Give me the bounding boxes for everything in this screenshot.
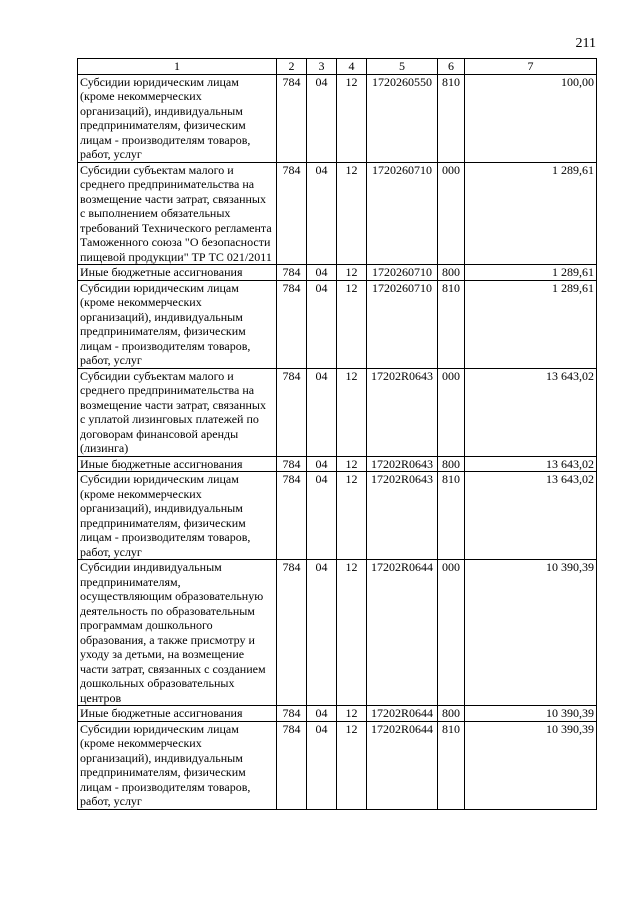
row-target-item-cell: 17202R0644 — [367, 721, 438, 809]
table-row — [78, 706, 597, 722]
row-subsection-cell: 12 — [337, 560, 367, 706]
table-body — [78, 74, 597, 809]
row-name-cell: Субсидии юридическим лицам (кроме некоммерческих организаций), индивидуальным предпринимателям, физическим лицам - производителям товаров, работ, услуг — [78, 280, 277, 368]
header-col-6: 6 — [438, 59, 465, 75]
table-row — [78, 74, 597, 162]
row-expense-type-cell: 800 — [438, 706, 465, 722]
row-section-cell: 04 — [307, 706, 337, 722]
row-name-cell: Субсидии юридическим лицам (кроме некоммерческих организаций), индивидуальным предпринимателям, физическим лицам - производителям товаров, работ, услуг — [78, 721, 277, 809]
row-name-cell: Субсидии субъектам малого и среднего предпринимательства на возмещение части затрат, связанных с уплатой лизинговых платежей по договорам финансовой аренды (лизинга) — [78, 368, 277, 456]
row-grbs-cell: 784 — [277, 560, 307, 706]
header-col-2: 2 — [277, 59, 307, 75]
row-amount-cell: 10 390,39 — [465, 706, 597, 722]
row-subsection-cell: 12 — [337, 368, 367, 456]
row-subsection-cell: 12 — [337, 472, 367, 560]
row-name-cell: Иные бюджетные ассигнования — [78, 706, 277, 722]
row-section-cell: 04 — [307, 265, 337, 281]
row-target-item-cell: 1720260710 — [367, 265, 438, 281]
row-amount-cell: 13 643,02 — [465, 456, 597, 472]
row-grbs-cell: 784 — [277, 280, 307, 368]
header-col-3: 3 — [307, 59, 337, 75]
page-number: 211 — [575, 36, 596, 51]
row-subsection-cell: 12 — [337, 280, 367, 368]
row-grbs-cell: 784 — [277, 456, 307, 472]
header-col-4: 4 — [337, 59, 367, 75]
header-col-1: 1 — [78, 59, 277, 75]
budget-table — [77, 58, 597, 810]
row-grbs-cell: 784 — [277, 74, 307, 162]
table-row — [78, 162, 597, 265]
row-expense-type-cell: 000 — [438, 368, 465, 456]
row-amount-cell: 13 643,02 — [465, 368, 597, 456]
header-col-5: 5 — [367, 59, 438, 75]
header-col-7: 7 — [465, 59, 597, 75]
row-amount-cell: 13 643,02 — [465, 472, 597, 560]
row-name-cell: Субсидии юридическим лицам (кроме некоммерческих организаций), индивидуальным предпринимателям, физическим лицам - производителям товаров, работ, услуг — [78, 74, 277, 162]
row-section-cell: 04 — [307, 456, 337, 472]
row-name-cell: Субсидии субъектам малого и среднего предпринимательства на возмещение части затрат, связанных с выполнением обязательных требований Технического регламента Таможенного союза "О безопасности пищевой продукции" ТР ТС 021/2011 — [78, 162, 277, 265]
row-grbs-cell: 784 — [277, 706, 307, 722]
table-row — [78, 280, 597, 368]
row-section-cell: 04 — [307, 472, 337, 560]
row-expense-type-cell: 810 — [438, 721, 465, 809]
row-amount-cell: 10 390,39 — [465, 721, 597, 809]
row-amount-cell: 100,00 — [465, 74, 597, 162]
row-subsection-cell: 12 — [337, 456, 367, 472]
row-expense-type-cell: 000 — [438, 162, 465, 265]
row-section-cell: 04 — [307, 560, 337, 706]
row-target-item-cell: 17202R0643 — [367, 368, 438, 456]
row-expense-type-cell: 810 — [438, 280, 465, 368]
row-section-cell: 04 — [307, 721, 337, 809]
row-expense-type-cell: 800 — [438, 456, 465, 472]
row-grbs-cell: 784 — [277, 368, 307, 456]
row-expense-type-cell: 810 — [438, 74, 465, 162]
row-section-cell: 04 — [307, 368, 337, 456]
row-target-item-cell: 17202R0644 — [367, 560, 438, 706]
row-name-cell: Иные бюджетные ассигнования — [78, 456, 277, 472]
row-subsection-cell: 12 — [337, 74, 367, 162]
table-header-row — [78, 59, 597, 75]
table-row — [78, 472, 597, 560]
row-section-cell: 04 — [307, 74, 337, 162]
row-grbs-cell: 784 — [277, 265, 307, 281]
row-grbs-cell: 784 — [277, 472, 307, 560]
row-amount-cell: 1 289,61 — [465, 162, 597, 265]
row-grbs-cell: 784 — [277, 721, 307, 809]
row-grbs-cell: 784 — [277, 162, 307, 265]
row-amount-cell: 1 289,61 — [465, 265, 597, 281]
row-target-item-cell: 1720260710 — [367, 162, 438, 265]
row-target-item-cell: 17202R0643 — [367, 472, 438, 560]
row-target-item-cell: 1720260550 — [367, 74, 438, 162]
table-row — [78, 368, 597, 456]
table-row — [78, 560, 597, 706]
table-row — [78, 721, 597, 809]
row-name-cell: Субсидии индивидуальным предпринимателям, осуществляющим образовательную деятельность по образовательным программам дошкольного образования, а также присмотру и уходу за детьми, на возмещение части затрат, связанных с созданием дошкольных образовательных центров — [78, 560, 277, 706]
row-subsection-cell: 12 — [337, 265, 367, 281]
row-amount-cell: 10 390,39 — [465, 560, 597, 706]
row-target-item-cell: 17202R0644 — [367, 706, 438, 722]
row-target-item-cell: 1720260710 — [367, 280, 438, 368]
row-amount-cell: 1 289,61 — [465, 280, 597, 368]
row-name-cell: Субсидии юридическим лицам (кроме некоммерческих организаций), индивидуальным предпринимателям, физическим лицам - производителям товаров, работ, услуг — [78, 472, 277, 560]
row-expense-type-cell: 800 — [438, 265, 465, 281]
row-subsection-cell: 12 — [337, 162, 367, 265]
row-section-cell: 04 — [307, 280, 337, 368]
row-target-item-cell: 17202R0643 — [367, 456, 438, 472]
table-row — [78, 265, 597, 281]
row-subsection-cell: 12 — [337, 706, 367, 722]
table-row — [78, 456, 597, 472]
row-expense-type-cell: 000 — [438, 560, 465, 706]
row-expense-type-cell: 810 — [438, 472, 465, 560]
row-name-cell: Иные бюджетные ассигнования — [78, 265, 277, 281]
row-section-cell: 04 — [307, 162, 337, 265]
row-subsection-cell: 12 — [337, 721, 367, 809]
